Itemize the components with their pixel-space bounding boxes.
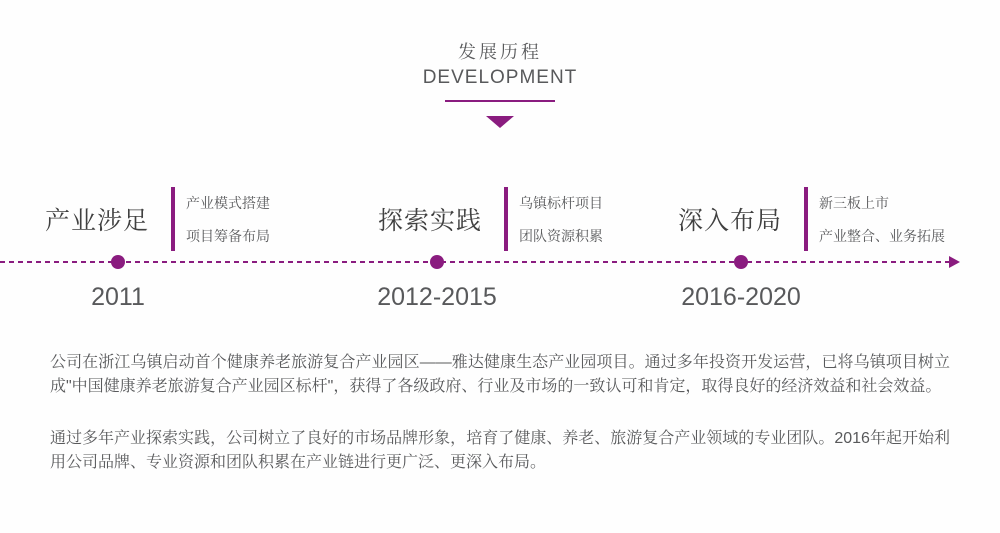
- timeline-dot-2016-2020: [734, 255, 748, 269]
- milestone-detail: 乌镇标杆项目: [519, 194, 604, 211]
- milestone-details: [519, 193, 603, 246]
- milestone-divider: [504, 187, 508, 251]
- year-label: 2016-2020: [681, 283, 801, 311]
- timeline-dashed-line: [0, 261, 950, 263]
- milestone-details: [186, 193, 270, 246]
- section-title-en: DEVELOPMENT: [422, 67, 578, 88]
- milestone-detail: 新三板上市: [819, 194, 890, 211]
- timeline-dot-2012-2015: [430, 255, 444, 269]
- paragraph-1: 公司在浙江乌镇启动首个健康养老旅游复合产业园区——雅达健康生态产业园项目。通过多年投资开发运营，已将乌镇项目树立成"中国健康养老旅游复合产业园区标杆"，获得了各级政府、行业及市场的一致认可和肯定，取得良好的经济效益和社会效益。: [50, 354, 950, 395]
- arrow-right-icon: [949, 256, 960, 268]
- timeline-dot-2011: [111, 255, 125, 269]
- year-label: 2011: [91, 283, 145, 311]
- milestone-2012-2015: [378, 186, 603, 252]
- milestone-divider: [804, 187, 808, 251]
- body-text: [50, 351, 950, 503]
- year-label: 2012-2015: [377, 283, 497, 311]
- milestone-title: 深入布局: [678, 207, 783, 235]
- header-underline: [445, 100, 555, 102]
- section-header: [0, 38, 1000, 128]
- milestone-2011: [45, 186, 270, 252]
- milestone-title: 产业涉足: [45, 207, 150, 235]
- milestone-detail: 项目筹备布局: [186, 227, 271, 244]
- milestone-title: 探索实践: [378, 207, 483, 235]
- milestone-divider: [171, 187, 175, 251]
- milestone-detail: 产业整合、业务拓展: [819, 227, 946, 244]
- triangle-down-icon: [486, 116, 514, 128]
- milestone-detail: 产业模式搭建: [186, 194, 271, 211]
- paragraph-2: 通过多年产业探索实践，公司树立了良好的市场品牌形象，培育了健康、养老、旅游复合产业领域的专业团队。2016年起开始利用公司品牌、专业资源和团队积累在产业链进行更广泛、更深入布局。: [50, 430, 950, 471]
- milestone-detail: 团队资源积累: [519, 227, 604, 244]
- milestone-2016-2020: [678, 186, 945, 252]
- milestone-details: [819, 193, 945, 246]
- section-title-cn: 发展历程: [458, 42, 542, 62]
